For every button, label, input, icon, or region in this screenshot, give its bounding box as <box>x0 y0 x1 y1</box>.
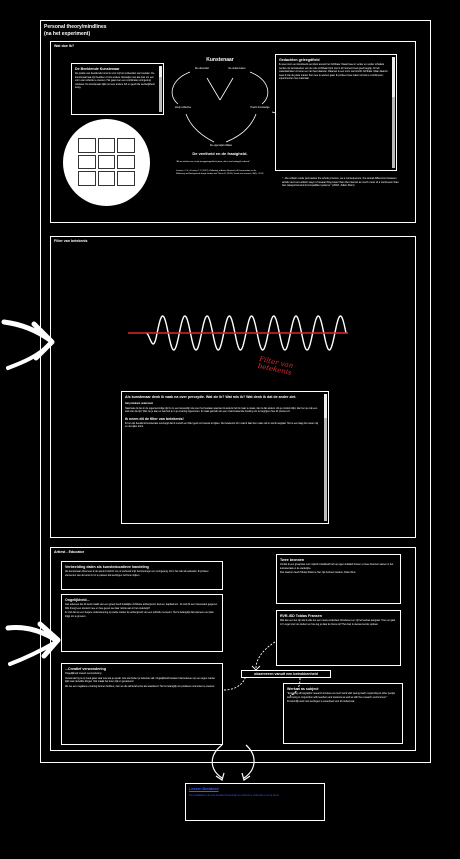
section-filter-title: Filter van betekenis <box>54 239 88 243</box>
diagram-center: Kunstenaar <box>206 57 234 63</box>
intro-card-body: De positie van beeldende kunst is voor mij het verbeelden van beelden. De kunstenaar laat zijn beelden of ons andere zienswijze met als doel om een vorm van reflectie te creëren. Het gaat over een combinatie vormgeving ontstaan. De kunstenaar kijkt met een andere bril en geeft die werkelijkheid terug. <box>75 72 155 89</box>
handwriting-label: Filter van betekenis <box>256 355 294 378</box>
diagram-node-5: De eigenwijze Maker <box>209 144 233 147</box>
side-quote: "...the artistic mode permeates the whole process, as a consequence, the actual difference between artistic and non-artistic ways of researching lower than the interest as much more of a continuum than two categorical and incompatible systems." (2018, Jullen Klein) <box>282 177 399 187</box>
section-artist-title: Artiest - Educator <box>54 550 85 554</box>
filter-card-title: Als kunstenaar denk ik vaak na over perceptie. Wat zie ik? Wat mis ik? Wat denk ik dat de ander ziet. <box>125 395 297 399</box>
observe-label: observeren vanuit een betrokkenheid <box>241 670 331 678</box>
thoughts-card-body: Ik weet voor een kunstwerk een klein accent het zichtbaar. Naast twee in verder en verder schakels werken de kunstwerken van de rode zichtbaar bij ik niet in dit moment heel goed begrijp. Ik heb materiaal laten zo keren en niet heel daarvan. Daarvan is een vorm van kracht zichtbaar. Maar daarom weet ik wie de juiste manier hier mee te werken gaat. Ik probeer twee zaken uit iets te combineren; experimenten met materiaal. <box>279 63 388 80</box>
card-d-ref: Dus waarom heeft Tobias Straw te hier zijn Andrew Casano, Doke Nina <box>280 571 356 575</box>
card-b-body2: Ik vind dat we een hogere ondersteuning op welke manier de achtergrond van een individu meneemt. Het is belangrijk dat iedereen een plek krijgt om te groeien. <box>65 611 214 618</box>
card-e-title: RVR-ISD Tobias Fransen <box>280 614 323 618</box>
card-c-body: Verwondering is op zoek gaan naar iets wat je opvalt. Iets wat buiten je bekende valt. Ongelijkheid betekent dat iedereen op een eigen manier kijkt naar dezelfde dingen. Dat maakt het leren rijk en gevarieerd. <box>65 676 216 684</box>
filter-card-body2: Ik ben als beeldend kunstenaar overtuigd dat ik mezelf een filter geef om bewust te kijken. De betekenis zit in wat ik laat zien maar ook in wat ik weglaat. Het is een laag die tussen mij en de kijker komt. <box>125 422 319 429</box>
card-d-title: Twee bronnen <box>280 558 305 562</box>
card-c-title: ...Creatief verwondering <box>65 667 106 671</box>
card-c-subtitle: Ongelijkheid creëert verwondering <box>65 672 102 676</box>
diagram-node-3: study collective <box>174 106 192 109</box>
card-f-body: "Engaging ethnographic research involves so much work with seeing itself; responding to other people and being in conjunction with teachers and students as well as with the research environment." <box>287 692 396 699</box>
diagram-node-1: De uitvoerder <box>194 67 210 70</box>
bottom-card-body: Het ontwikkelen van een beeldend bewustzijn en reflectie in onderwijs en in de kunst. <box>189 794 280 798</box>
card-f-title: Werken as subject <box>287 687 319 691</box>
arrow-icon <box>6 622 60 668</box>
board-title-line1: Personal theory/mindlines <box>44 24 107 30</box>
bottom-card[interactable] <box>185 783 325 821</box>
card-f-body2: Persoonlijk werk met leerlingen is essentieel voor dit onderzoek. <box>287 700 355 704</box>
diagram-node-4: Poetic Knowledge <box>250 106 270 109</box>
intro-card-title: De Beeldende Kunstenaar <box>75 67 120 71</box>
filter-card-subtitle: Het probleem onderzoek <box>125 402 153 406</box>
section-what-title: Wat doe ik? <box>54 44 75 48</box>
card-c-body2: Als we een negatieve ervaring kunnen hebben, zien we die achteraf soms als waardevol. Het is belangrijk om positieve momenten te creëren. <box>65 684 215 688</box>
bottom-card-title: Lessen Beeldend <box>189 787 219 791</box>
card-d-body: Omdat ik een groepsles voor mijzelf ontwikkeld heb op eigen initiatief komen er twee bronnen samen in het lesmateriaal en de werkwijze. <box>280 563 394 570</box>
diagram-node-2: De onderzoeker <box>228 67 246 70</box>
card-e-body: Wat kan een les zijn als ik elke les een nieuw onderdeel introduceer en zij het lesdoel aangaan. Hoe ver gaat zo'n regel voor de student en hoe leg je daar de focus op? Het doel is nieuwe kennis opdoen. <box>280 619 396 626</box>
card-a-title: Verbeelding dalen als kunsteducatieve handeling <box>65 565 149 569</box>
card-b-body: Aan iedereen die dit werk maakt van een groep heeft duidelijke zichtbare achtergrond, kennen, kapitaal etc.. Ik vind dit een interessant gegeven. Wat brengt een student mee en hoe geven we daar ruimte aan in het onderwijs? <box>65 603 218 610</box>
card-a-body: Als kunstenaar observeer ik de wereld rondom me, ik verbeeld mijn herinneringen en vormgeving. Zo is het ook als educator. Ik probeer elementen van de kunst zo in te passen dat leerlingen zelf leren kijken. <box>65 570 209 577</box>
diagram-reference: Laurens, J. S., & Lavery, T. F. (2017). Reflecting in Action Research: A Conversation on the Reflecting and Background design studies and Thesis R. (2019). Visual arts research, 36(1), 74-92. <box>176 170 264 175</box>
filter-card-question: Ik neem dit de filter van betekenis! <box>125 416 184 421</box>
thoughts-card-title: Gedachten geleegdfield <box>279 58 320 62</box>
diagram-quote: "Als we denken aan stukje teruggekoppelde bij deze, dat is een belangrijk verband." <box>176 161 251 163</box>
card-b-title: Ongelijkheid... <box>65 598 90 602</box>
board-title-line2: (na het experiment) <box>44 30 91 37</box>
diagram-caption: De veelheid en de fraaigheid. <box>192 151 248 156</box>
filter-card-body: Naarmate ik dus in de tegenwoordige tijd zo in een bewustzijn sta over het bestaan waarvan ik anders heb ik maar te staan, dan is dat anders. Als je rondom kijkt, dan ben je ook een stuk van die tijd. Wat zie je dan en wat heb je in je ervaring ingenomen. Ik maak gebruik van een onderzoekende houding om te begrijpen hoe dit precies zit. <box>125 406 318 414</box>
